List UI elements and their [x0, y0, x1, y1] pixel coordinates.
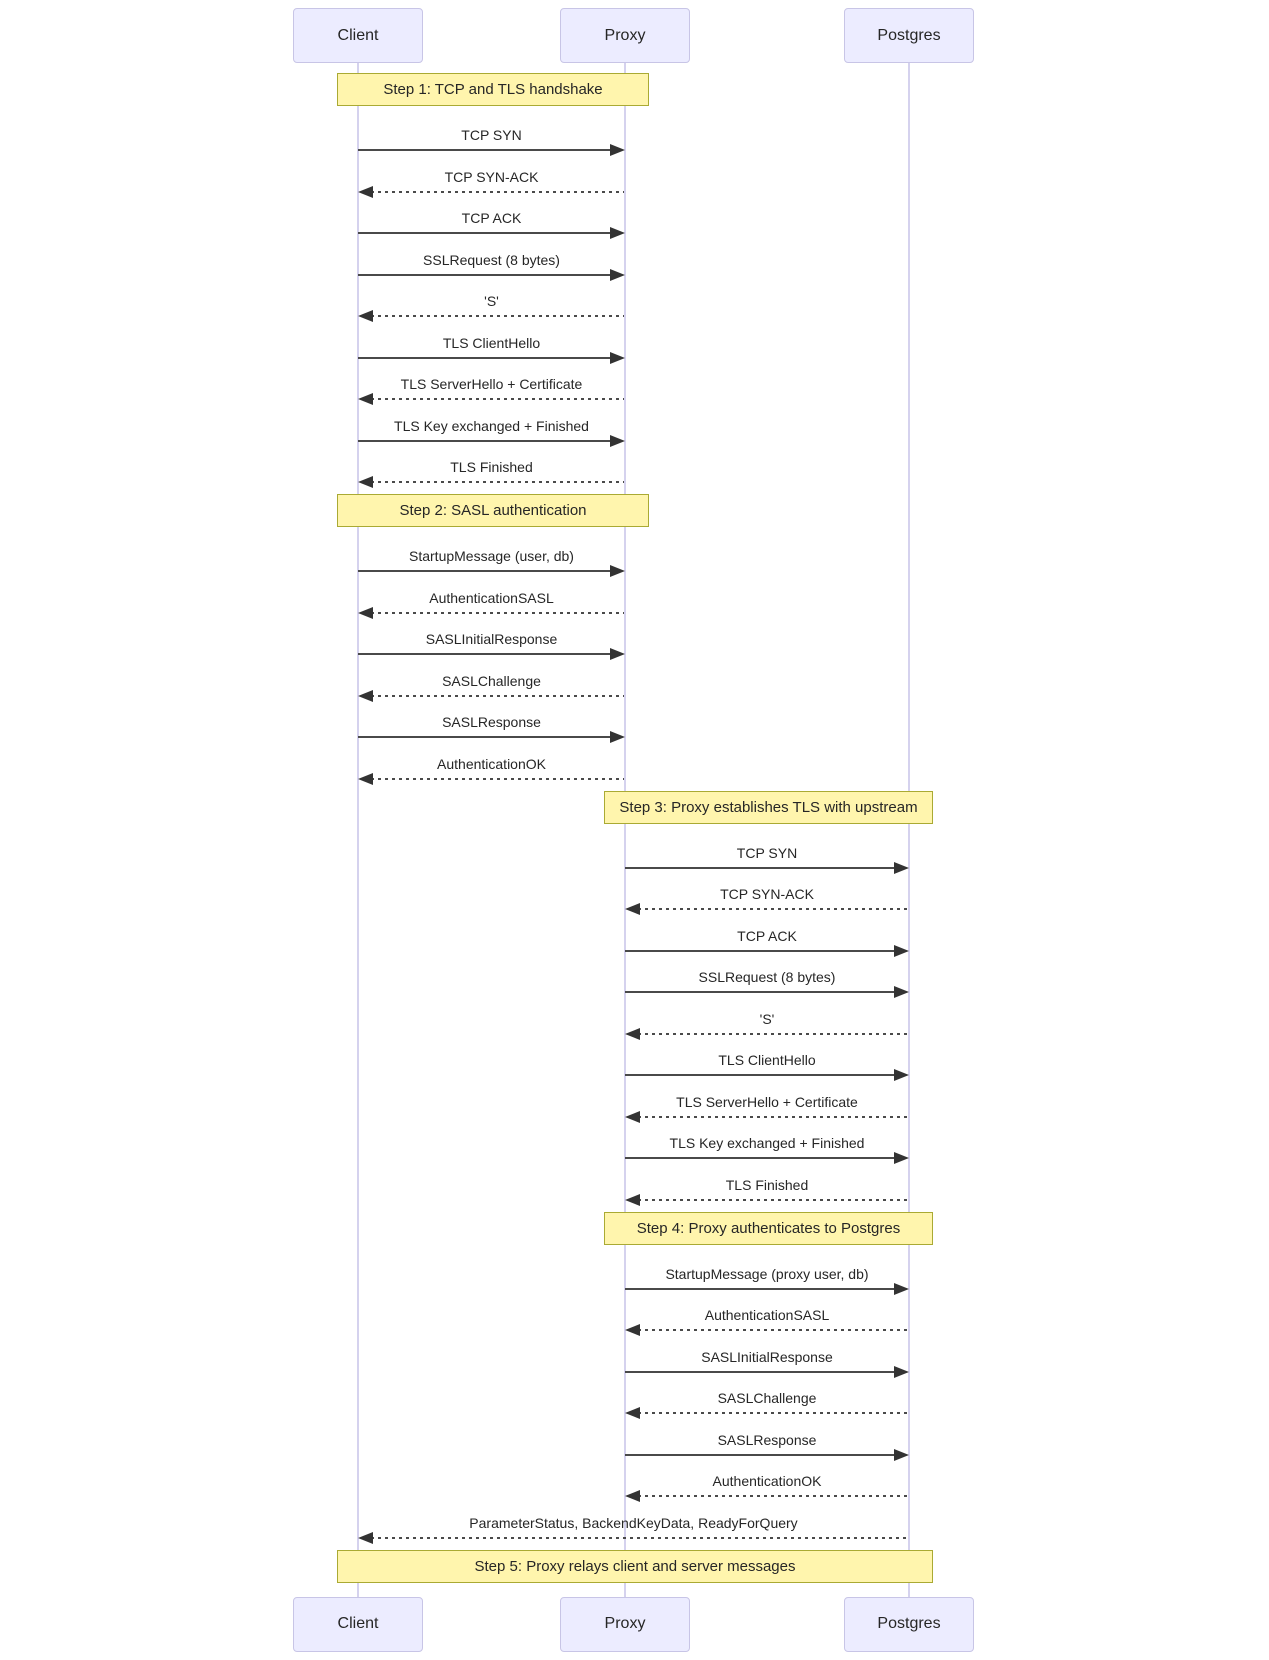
message-line-dashed — [638, 908, 908, 910]
arrowhead-icon — [894, 1283, 909, 1295]
step-banner: Step 5: Proxy relays client and server messages — [337, 1550, 933, 1583]
message-label: TCP ACK — [461, 210, 522, 226]
message-label: SASLInitialResponse — [425, 631, 558, 647]
message-label: TLS ServerHello + Certificate — [676, 1093, 858, 1110]
message-label: SASLResponse — [442, 714, 541, 730]
arrowhead-icon — [894, 986, 909, 998]
step-banner: Step 4: Proxy authenticates to Postgres — [604, 1212, 933, 1245]
message-line-dashed — [371, 695, 624, 697]
message-label: TLS Finished — [725, 1176, 809, 1193]
message-line-solid — [625, 1157, 895, 1159]
message-line-dashed — [371, 315, 624, 317]
message-label: TCP ACK — [737, 927, 797, 944]
arrowhead-icon — [894, 1069, 909, 1081]
message-label: TLS Key exchanged + Finished — [669, 1135, 865, 1151]
message-label: TLS Finished — [450, 459, 533, 475]
arrowhead-icon — [625, 1194, 640, 1206]
arrowhead-icon — [610, 227, 625, 239]
message-label: AuthenticationSASL — [429, 589, 554, 606]
message-line-solid — [358, 653, 611, 655]
arrowhead-icon — [358, 186, 373, 198]
message-label: AuthenticationOK — [437, 755, 546, 772]
message-label: 'S' — [759, 1010, 775, 1027]
arrowhead-icon — [894, 1449, 909, 1461]
message-line-dashed — [371, 778, 624, 780]
step-banner: Step 3: Proxy establishes TLS with upstream — [604, 791, 933, 824]
message-line-solid — [625, 991, 895, 993]
message-label: SSLRequest (8 bytes) — [698, 969, 836, 985]
message-line-solid — [358, 570, 611, 572]
message-line-dashed — [371, 612, 624, 614]
arrowhead-icon — [610, 352, 625, 364]
actor-box-postgres-top: Postgres — [844, 8, 974, 63]
message-line-dashed — [638, 1199, 908, 1201]
message-line-dashed — [371, 398, 624, 400]
arrowhead-icon — [358, 476, 373, 488]
message-line-solid — [625, 867, 895, 869]
message-label: TCP SYN-ACK — [720, 886, 814, 902]
arrowhead-icon — [358, 690, 373, 702]
arrowhead-icon — [610, 565, 625, 577]
message-label: AuthenticationOK — [712, 1473, 822, 1489]
message-line-solid — [358, 736, 611, 738]
message-label: TLS Key exchanged + Finished — [394, 417, 589, 434]
message-label: StartupMessage (user, db) — [409, 548, 574, 564]
message-line-dashed — [638, 1329, 908, 1331]
arrowhead-icon — [625, 1028, 640, 1040]
message-line-solid — [358, 232, 611, 234]
message-line-solid — [358, 357, 611, 359]
message-label: TLS ServerHello + Certificate — [400, 376, 583, 392]
message-label: TLS ClientHello — [718, 1052, 816, 1068]
arrowhead-icon — [610, 144, 625, 156]
message-line-solid — [625, 1454, 895, 1456]
arrowhead-icon — [610, 648, 625, 660]
arrowhead-icon — [358, 393, 373, 405]
message-label: SASLChallenge — [442, 672, 541, 689]
message-label: AuthenticationSASL — [704, 1307, 830, 1323]
message-label: SASLInitialResponse — [701, 1348, 833, 1365]
arrowhead-icon — [894, 1152, 909, 1164]
message-label: SASLResponse — [717, 1431, 817, 1448]
actor-box-proxy-bottom: Proxy — [560, 1597, 690, 1652]
arrowhead-icon — [894, 1366, 909, 1378]
arrowhead-icon — [625, 1490, 640, 1502]
arrowhead-icon — [625, 903, 640, 915]
actor-box-client-bottom: Client — [293, 1597, 423, 1652]
message-line-solid — [625, 1074, 895, 1076]
arrowhead-icon — [358, 773, 373, 785]
message-line-solid — [625, 1371, 895, 1373]
message-line-solid — [358, 440, 611, 442]
message-label: TCP SYN — [736, 844, 798, 861]
message-label: SSLRequest (8 bytes) — [423, 251, 560, 268]
message-line-solid — [358, 274, 611, 276]
step-banner: Step 1: TCP and TLS handshake — [337, 73, 649, 106]
arrowhead-icon — [625, 1324, 640, 1336]
step-banner: Step 2: SASL authentication — [337, 494, 649, 527]
actor-box-client-top: Client — [293, 8, 423, 63]
message-label: TLS ClientHello — [442, 334, 541, 351]
message-line-dashed — [371, 481, 624, 483]
message-label: ParameterStatus, BackendKeyData, ReadyForQuery — [469, 1514, 798, 1531]
arrowhead-icon — [358, 310, 373, 322]
message-line-solid — [625, 1288, 895, 1290]
message-label: StartupMessage (proxy user, db) — [665, 1265, 869, 1282]
message-line-dashed — [638, 1116, 908, 1118]
arrowhead-icon — [610, 731, 625, 743]
message-label: 'S' — [484, 293, 499, 309]
arrowhead-icon — [625, 1407, 640, 1419]
arrowhead-icon — [610, 269, 625, 281]
arrowhead-icon — [358, 607, 373, 619]
arrowhead-icon — [894, 945, 909, 957]
arrowhead-icon — [625, 1111, 640, 1123]
message-label: TCP SYN — [461, 127, 522, 143]
actor-box-proxy-top: Proxy — [560, 8, 690, 63]
message-line-dashed — [638, 1495, 908, 1497]
arrowhead-icon — [358, 1532, 373, 1544]
message-line-dashed — [371, 1537, 908, 1539]
message-line-solid — [358, 149, 611, 151]
message-line-dashed — [638, 1412, 908, 1414]
message-label: SASLChallenge — [717, 1390, 817, 1406]
message-line-dashed — [638, 1033, 908, 1035]
arrowhead-icon — [610, 435, 625, 447]
message-label: TCP SYN-ACK — [444, 168, 539, 185]
arrowhead-icon — [894, 862, 909, 874]
message-line-solid — [625, 950, 895, 952]
actor-box-postgres-bottom: Postgres — [844, 1597, 974, 1652]
message-line-dashed — [371, 191, 624, 193]
